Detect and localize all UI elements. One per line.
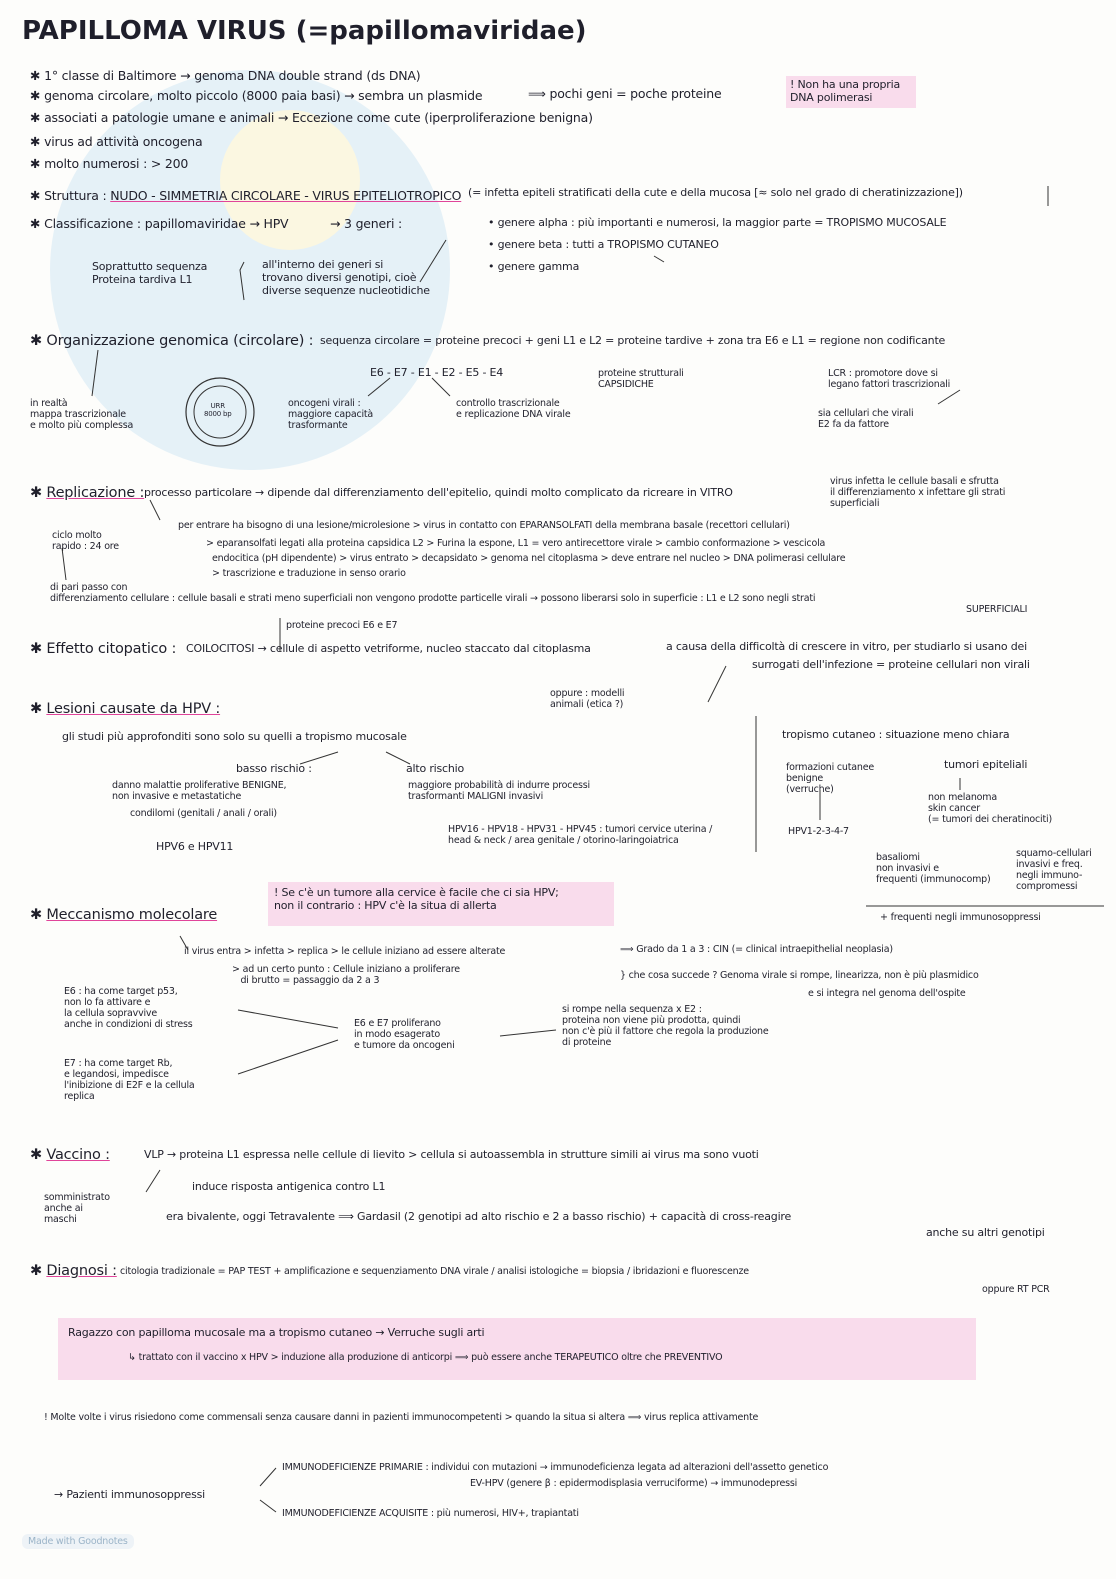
genome-map-note: in realtà mappa trascrizionale e molto più complessa bbox=[30, 398, 134, 431]
classification-arrow: → 3 generi : bbox=[330, 216, 403, 231]
structure-line: ✱ Struttura : NUDO - SIMMETRIA CIRCOLARE - VIRUS EPITELIOTROPICO bbox=[30, 188, 462, 203]
cutaneous-tropism: tropismo cutaneo : situazione meno chiara bbox=[782, 728, 1010, 741]
structure-note: (= infetta epiteli stratificati della cute e della mucosa [≈ solo nel grado di cheratinizzazione]) bbox=[468, 186, 963, 199]
immunosuppressed-patients: → Pazienti immunosoppressi bbox=[54, 1488, 205, 1501]
oncogenes-note: oncogeni virali : maggiore capacità trasformante bbox=[288, 398, 374, 431]
no-polymerase-note: ! Non ha una propria DNA polimerasi bbox=[790, 78, 901, 104]
genus-alpha: • genere alpha : più importanti e numerosi, la maggior parte = TROPISMO MUCOSALE bbox=[488, 216, 947, 229]
genus-beta: • genere beta : tutti a TROPISMO CUTANEO bbox=[488, 238, 719, 251]
intro-bullet: ✱ genoma circolare, molto piccolo (8000 paia basi) → sembra un plasmide bbox=[30, 88, 483, 103]
e2-break-note: si rompe nella sequenza x E2 : proteina non viene più prodotta, quindi non c'è più il fattore che regola la produzione di proteine bbox=[562, 1004, 769, 1048]
cin-grade: ⟹ Grado da 1 a 3 : CIN (= clinical intraepithelial neoplasia) bbox=[620, 944, 893, 955]
mechanism-step: il virus entra > infetta > replica > le cellule iniziano ad essere alterate bbox=[184, 946, 506, 957]
genome-heading: ✱ Organizzazione genomica (circolare) : bbox=[30, 333, 314, 349]
cervix-alert: ! Se c'è un tumore alla cervice è facile che ci sia HPV; non il contrario : HPV c'è la situa di allerta bbox=[274, 886, 559, 912]
vaccine-heading: ✱ Vaccino : bbox=[30, 1147, 110, 1163]
replication-heading: ✱ Replicazione : bbox=[30, 485, 145, 501]
in-vitro-note: a causa della difficoltà di crescere in vitro, per studiarlo si usano dei bbox=[666, 640, 1027, 653]
superficial-note: SUPERFICIALI bbox=[966, 604, 1028, 615]
lesions-heading: ✱ Lesioni causate da HPV : bbox=[30, 701, 221, 717]
vaccine-gardasil: era bivalente, oggi Tetravalente ⟹ Gardasil (2 genotipi ad alto rischio e 2 a basso rischio) + capacità di cross-reagire bbox=[166, 1210, 792, 1223]
diagnosis-line: citologia tradizionale = PAP TEST + amplificazione e sequenziamento DNA virale / analisi istologiche = biopsia / ibridazioni e fluorescenze bbox=[120, 1266, 749, 1277]
lesions-intro: gli studi più approfonditi sono solo su quelli a tropismo mucosale bbox=[62, 730, 407, 743]
benign-formations: formazioni cutanee benigne (verruche) bbox=[786, 762, 874, 795]
case-line: ↳ trattato con il vaccino x HPV > induzione alla produzione di anticorpi ⟹ può essere anche TERAPEUTICO oltre che PREVENTIVO bbox=[128, 1352, 723, 1363]
squamous-note: squamo-cellulari invasivi e freq. negli immuno- compromessi bbox=[1016, 848, 1092, 892]
commensal-note: ! Molte volte i virus risiedono come commensali senza causare danni in pazienti immunocompetenti > quando la situa si altera ⟹ virus replica attivamente bbox=[44, 1412, 759, 1423]
e7-note: E7 : ha come target Rb, e legandosi, impedisce l'inibizione di E2F e la cellula replica bbox=[64, 1058, 195, 1102]
genus-gamma: • genere gamma bbox=[488, 260, 580, 273]
immunosuppressed-note: + frequenti negli immunosoppressi bbox=[880, 912, 1041, 923]
goodnotes-footer: Made with Goodnotes bbox=[22, 1534, 134, 1549]
condylomas: condilomi (genitali / anali / orali) bbox=[130, 808, 277, 819]
high-risk-heading: alto rischio bbox=[406, 762, 465, 775]
cytopathic-heading: ✱ Effetto citopatico : bbox=[30, 641, 177, 657]
replication-step: > eparansolfati legati alla proteina capsidica L2 > Furina la espone, L1 = vero antirecettore virale > cambio conformazione > vescicola bbox=[206, 538, 826, 549]
vaccine-males-note: somministrato anche ai maschi bbox=[44, 1192, 110, 1225]
intro-bullet: ⟹ pochi geni = poche proteine bbox=[528, 86, 722, 101]
intro-bullet: ✱ molto numerosi : > 200 bbox=[30, 156, 189, 171]
low-risk-text: danno malattie proliferative BENIGNE, non invasive e metastatiche bbox=[112, 780, 287, 802]
cutaneous-types: HPV1-2-3-4-7 bbox=[788, 826, 849, 837]
lcr-factors-note: sia cellulari che virali E2 fa da fattore bbox=[818, 408, 914, 430]
control-note: controllo trascrizionale e replicazione DNA virale bbox=[456, 398, 571, 420]
high-risk-text: maggiore probabilità di indurre processi trasformanti MALIGNI invasivi bbox=[408, 780, 590, 802]
basalioma-note: basaliomi non invasivi e frequenti (immunocomp) bbox=[876, 852, 991, 885]
differentiation-note: di pari passo con differenziamento cellulare : cellule basali e strati meno superficiali non vengono prodotte particelle virali → possono liberarsi solo in superficie : L1 e L2 sono negli strati bbox=[50, 582, 816, 604]
primary-immunodeficiency: IMMUNODEFICIENZE PRIMARIE : individui con mutazioni → immunodeficienza legata ad alterazioni dell'assetto genetico bbox=[282, 1462, 829, 1473]
replication-cycle-note: ciclo molto rapido : 24 ore bbox=[52, 530, 119, 552]
case-line: Ragazzo con papilloma mucosale ma a tropismo cutaneo → Verruche sugli arti bbox=[68, 1326, 485, 1339]
cytopathic-line: COILOCITOSI → cellule di aspetto vetriforme, nucleo staccato dal citoplasma bbox=[186, 642, 591, 655]
classification-note-left: Soprattutto sequenza Proteina tardiva L1 bbox=[92, 260, 208, 286]
genome-integration: e si integra nel genoma dell'ospite bbox=[808, 988, 966, 999]
low-risk-types: HPV6 e HPV11 bbox=[156, 840, 234, 853]
diagnosis-heading: ✱ Diagnosi : bbox=[30, 1263, 117, 1279]
vaccine-line: VLP → proteina L1 espressa nelle cellule di lievito > cellula si autoassembla in strutture simili ai virus ma sono vuoti bbox=[144, 1148, 759, 1161]
intro-bullet: ✱ 1° classe di Baltimore → genoma DNA double strand (ds DNA) bbox=[30, 68, 421, 83]
genome-integration: } che cosa succede ? Genoma virale si rompe, linearizza, non è più plasmidico bbox=[620, 970, 979, 981]
diagnosis-line: oppure RT PCR bbox=[982, 1284, 1050, 1295]
animal-models-note: oppure : modelli animali (etica ?) bbox=[550, 688, 625, 710]
genome-map-center: URR 8000 bp bbox=[204, 402, 232, 418]
mechanism-step: > ad un certo punto : Cellule iniziano a proliferare di brutto = passaggio da 2 a 3 bbox=[232, 964, 460, 986]
replication-step: per entrare ha bisogno di una lesione/microlesione > virus in contatto con EPARANSOLFATI della membrana basale (recettori cellulari) bbox=[178, 520, 790, 531]
classification-line: ✱ Classificazione : papillomaviridae → HPV bbox=[30, 216, 289, 231]
surrogates-note: surrogati dell'infezione = proteine cellulari non virali bbox=[752, 658, 1030, 671]
mechanism-heading: ✱ Meccanismo molecolare bbox=[30, 907, 218, 923]
early-proteins-note: proteine precoci E6 e E7 bbox=[286, 620, 398, 631]
ev-hpv-note: EV-HPV (genere β : epidermodisplasia verruciforme) → immunodepressi bbox=[470, 1478, 798, 1489]
epithelial-tumors: tumori epiteliali bbox=[944, 758, 1028, 771]
intro-bullet: ✱ associati a patologie umane e animali → Eccezione come cute (iperproliferazione benigna) bbox=[30, 110, 593, 125]
vaccine-response: induce risposta antigenica contro L1 bbox=[192, 1180, 386, 1193]
e6-e7-note: E6 e E7 proliferano in modo esagerato e tumore da oncogeni bbox=[354, 1018, 455, 1051]
replication-step: endocitica (pH dipendente) > virus entrato > decapsidato > genoma nel citoplasma > deve entrare nel nucleo > DNA polimerasi cellulare bbox=[212, 553, 846, 564]
lcr-note: LCR : promotore dove si legano fattori trascrizionali bbox=[828, 368, 951, 390]
classification-note-right: all'interno dei generi si trovano diversi genotipi, cioè diverse sequenze nucleotidiche bbox=[262, 258, 430, 297]
acquired-immunodeficiency: IMMUNODEFICIENZE ACQUISITE : più numerosi, HIV+, trapiantati bbox=[282, 1508, 579, 1519]
genome-line: sequenza circolare = proteine precoci + geni L1 e L2 = proteine tardive + zona tra E6 e L1 = regione non codificante bbox=[320, 334, 946, 347]
e6-note: E6 : ha come target p53, non lo fa attivare e la cellula sopravvive anche in condizioni di stress bbox=[64, 986, 193, 1030]
intro-bullet: ✱ virus ad attività oncogena bbox=[30, 134, 203, 149]
vaccine-gardasil: anche su altri genotipi bbox=[926, 1226, 1045, 1239]
structural-note: proteine strutturali CAPSIDICHE bbox=[598, 368, 684, 390]
non-melanoma-note: non melanoma skin cancer (= tumori dei cheratinociti) bbox=[928, 792, 1052, 825]
low-risk-heading: basso rischio : bbox=[236, 762, 312, 775]
high-risk-types: HPV16 - HPV18 - HPV31 - HPV45 : tumori cervice uterina / head & neck / area genitale / otorino-laringoiatrica bbox=[448, 824, 713, 846]
page-title: PAPILLOMA VIRUS (=papillomaviridae) bbox=[22, 16, 587, 46]
replication-step: > trascrizione e traduzione in senso orario bbox=[212, 568, 406, 579]
early-genes: E6 - E7 - E1 - E2 - E5 - E4 bbox=[370, 366, 504, 379]
replication-line: processo particolare → dipende dal differenziamento dell'epitelio, quindi molto complicato da ricreare in VITRO bbox=[144, 486, 733, 499]
replication-right-note: virus infetta le cellule basali e sfrutta il differenziamento x infettare gli strati superficiali bbox=[830, 476, 1006, 509]
